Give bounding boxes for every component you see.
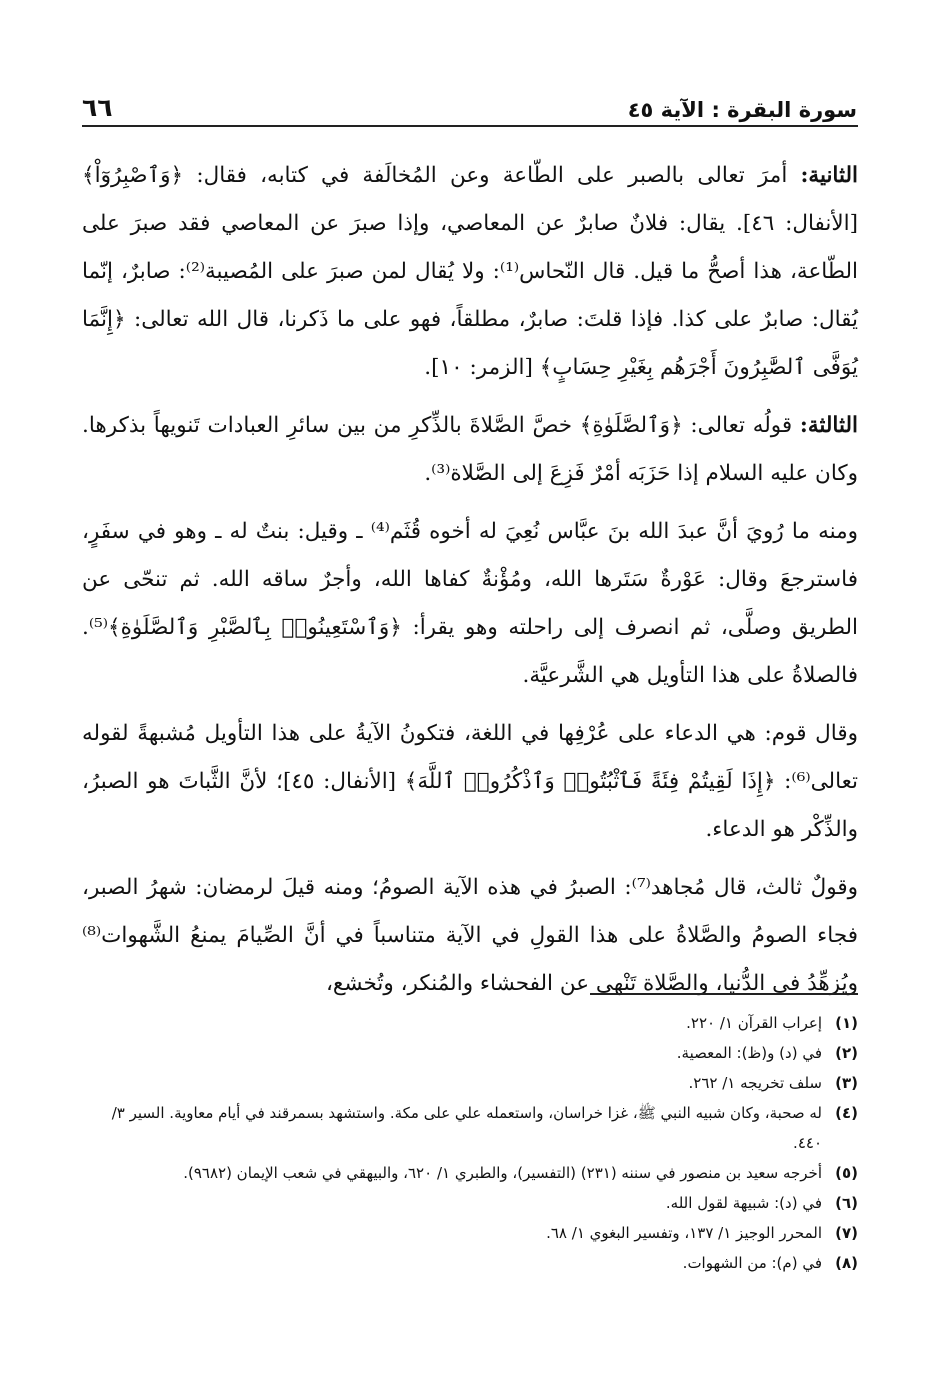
footnote-text: في (د) و(ظ): المعصية. xyxy=(676,1044,822,1062)
footnote xyxy=(82,1038,858,1068)
page-number: ٦٦ xyxy=(82,93,113,122)
footnote-text: إعراب القرآن ١/ ٢٢٠. xyxy=(686,1014,822,1032)
footnote-number: (٨) xyxy=(835,1254,858,1272)
footnote-number: (٣) xyxy=(835,1074,858,1092)
header-rule xyxy=(82,125,858,127)
footnote-text: له صحبة، وكان شبيه النبي ﷺ، غزا خراسان، واستعمله علي على مكة. واستشهد بسمرقند في أيام معاوية. السير ٣/ ٤٤٠. xyxy=(111,1104,822,1152)
footnote xyxy=(82,1068,858,1098)
footnote-number: (٢) xyxy=(835,1044,858,1062)
footnotes xyxy=(82,1008,858,1278)
footnote xyxy=(82,1158,858,1188)
footnote-number: (٥) xyxy=(835,1164,858,1182)
footnote-text: المحرر الوجيز ١/ ١٣٧، وتفسير البغوي ١/ ٦٨. xyxy=(546,1224,822,1242)
footnote xyxy=(82,1098,858,1158)
page-header xyxy=(82,82,857,122)
paragraph-lead: الثانية: xyxy=(800,163,858,188)
footnote-number: (٦) xyxy=(835,1194,858,1212)
paragraph-ibn-abbas xyxy=(82,508,858,700)
footnote-text: في (م): من الشهوات. xyxy=(682,1254,822,1272)
footnote-text: أخرجه سعيد بن منصور في سننه (٢٣١) (التفسير)، والطبري ١/ ٦٢٠، والبيهقي في شعب الإيمان (٩٦٨٢). xyxy=(183,1164,822,1182)
paragraph-text: وقولٌ ثالث، قال مُجاهد⁽⁷⁾: الصبرُ في هذه الآية الصومُ؛ ومنه قيلَ لرمضان: شهرُ الصبر، فجاء الصومُ والصَّلاةُ على هذا القولِ في الآية متناسباً في أنَّ الصِّيامَ يمنعُ الشَّهوات⁽⁸⁾ ويُزهِّدُ في الدُّنيا، والصَّلاة تَنْهى عن الفحشاء والمُنكر، وتُخشع، xyxy=(82,875,858,996)
paragraph-second xyxy=(82,152,858,392)
footnote xyxy=(82,1248,858,1278)
main-text xyxy=(82,152,858,1018)
paragraph-text: أمرَ تعالى بالصبر على الطّاعة وعن المُخالَفة في كتابه، فقال: ﴿وَٱصْبِرُوٓاْ﴾ [الأنفال: ٤٦]. يقال: فلانٌ صابرٌ عن المعاصي، وإذا صبرَ عن المعاصي فقد صبرَ على الطّاعة، هذا أصحُّ ما قيل. قال النّحاس⁽¹⁾: ولا يُقال لمن صبرَ على المُصيبة⁽²⁾: صابرٌ، إنّما يُقال: صابرٌ على كذا. فإذا قلتَ: صابرٌ، مطلقاً، فهو على ما ذَكرنا، قال الله تعالى: ﴿إِنَّمَا يُوَفَّى ٱلصَّٰبِرُونَ أَجْرَهُم بِغَيْرِ حِسَابٍ﴾ [الزمر: ١٠]. xyxy=(82,163,859,380)
paragraph-text: وقال قوم: هي الدعاء على عُرْفِها في اللغة، فتكونُ الآيةُ على هذا التأويل مُشبهةً لقوله تعالى⁽⁶⁾: ﴿إِذَا لَقِيتُمْ فِئَةً فَٱثْبُتُوا۟ وَٱذْكُرُوا۟ ٱللَّهَ﴾ [الأنفال: ٤٥]؛ لأنَّ الثَّباتَ هو الصبرُ، والذِّكْر هو الدعاء. xyxy=(82,721,858,842)
paragraph-text: قولُه تعالى: ﴿وَٱلصَّلَوٰةِ﴾ خصَّ الصَّلاةَ بالذِّكرِ من بين سائرِ العبادات تَنويهاً بذكرها. وكان عليه السلام إذا حَزَبَه أمْرٌ فَزِعَ إلى الصَّلاة⁽³⁾. xyxy=(82,413,858,486)
footnote xyxy=(82,1218,858,1248)
footnote xyxy=(82,1188,858,1218)
footnote-text: في (د): شبيهة لقول الله. xyxy=(665,1194,822,1212)
paragraph-text: ومنه ما رُويَ أنَّ عبدَ الله بنَ عبَّاس نُعِيَ له أخوه قُثَم⁽⁴⁾ ـ وقيل: بنتٌ له ـ وهو في سفَرٍ، فاسترجعَ وقال: عَوْرةٌ سَتَرها الله، ومُؤْنةٌ كفاها الله، وأجرٌ ساقه الله. ثم تنحّى عن الطريق وصلَّى، ثم انصرف إلى راحلته وهو يقرأ: ﴿وَٱسْتَعِينُوا۟ بِٱلصَّبْرِ وَٱلصَّلَوٰةِ﴾⁽⁵⁾. فالصلاةُ على هذا التأويل هي الشَّرعيَّة. xyxy=(82,519,858,688)
header-title: سورة البقرة : الآية ٤٥ xyxy=(627,98,857,122)
paragraph-third xyxy=(82,402,858,498)
footnote-rule xyxy=(590,993,858,995)
footnote-number: (٤) xyxy=(835,1104,858,1122)
footnote-number: (١) xyxy=(835,1014,858,1032)
footnote-number: (٧) xyxy=(835,1224,858,1242)
paragraph-dua xyxy=(82,710,858,854)
footnote-text: سلف تخريجه ١/ ٢٦٢. xyxy=(688,1074,822,1092)
footnote xyxy=(82,1008,858,1038)
paragraph-lead: الثالثة: xyxy=(799,413,858,438)
paragraph-third-opinion xyxy=(82,864,858,1008)
